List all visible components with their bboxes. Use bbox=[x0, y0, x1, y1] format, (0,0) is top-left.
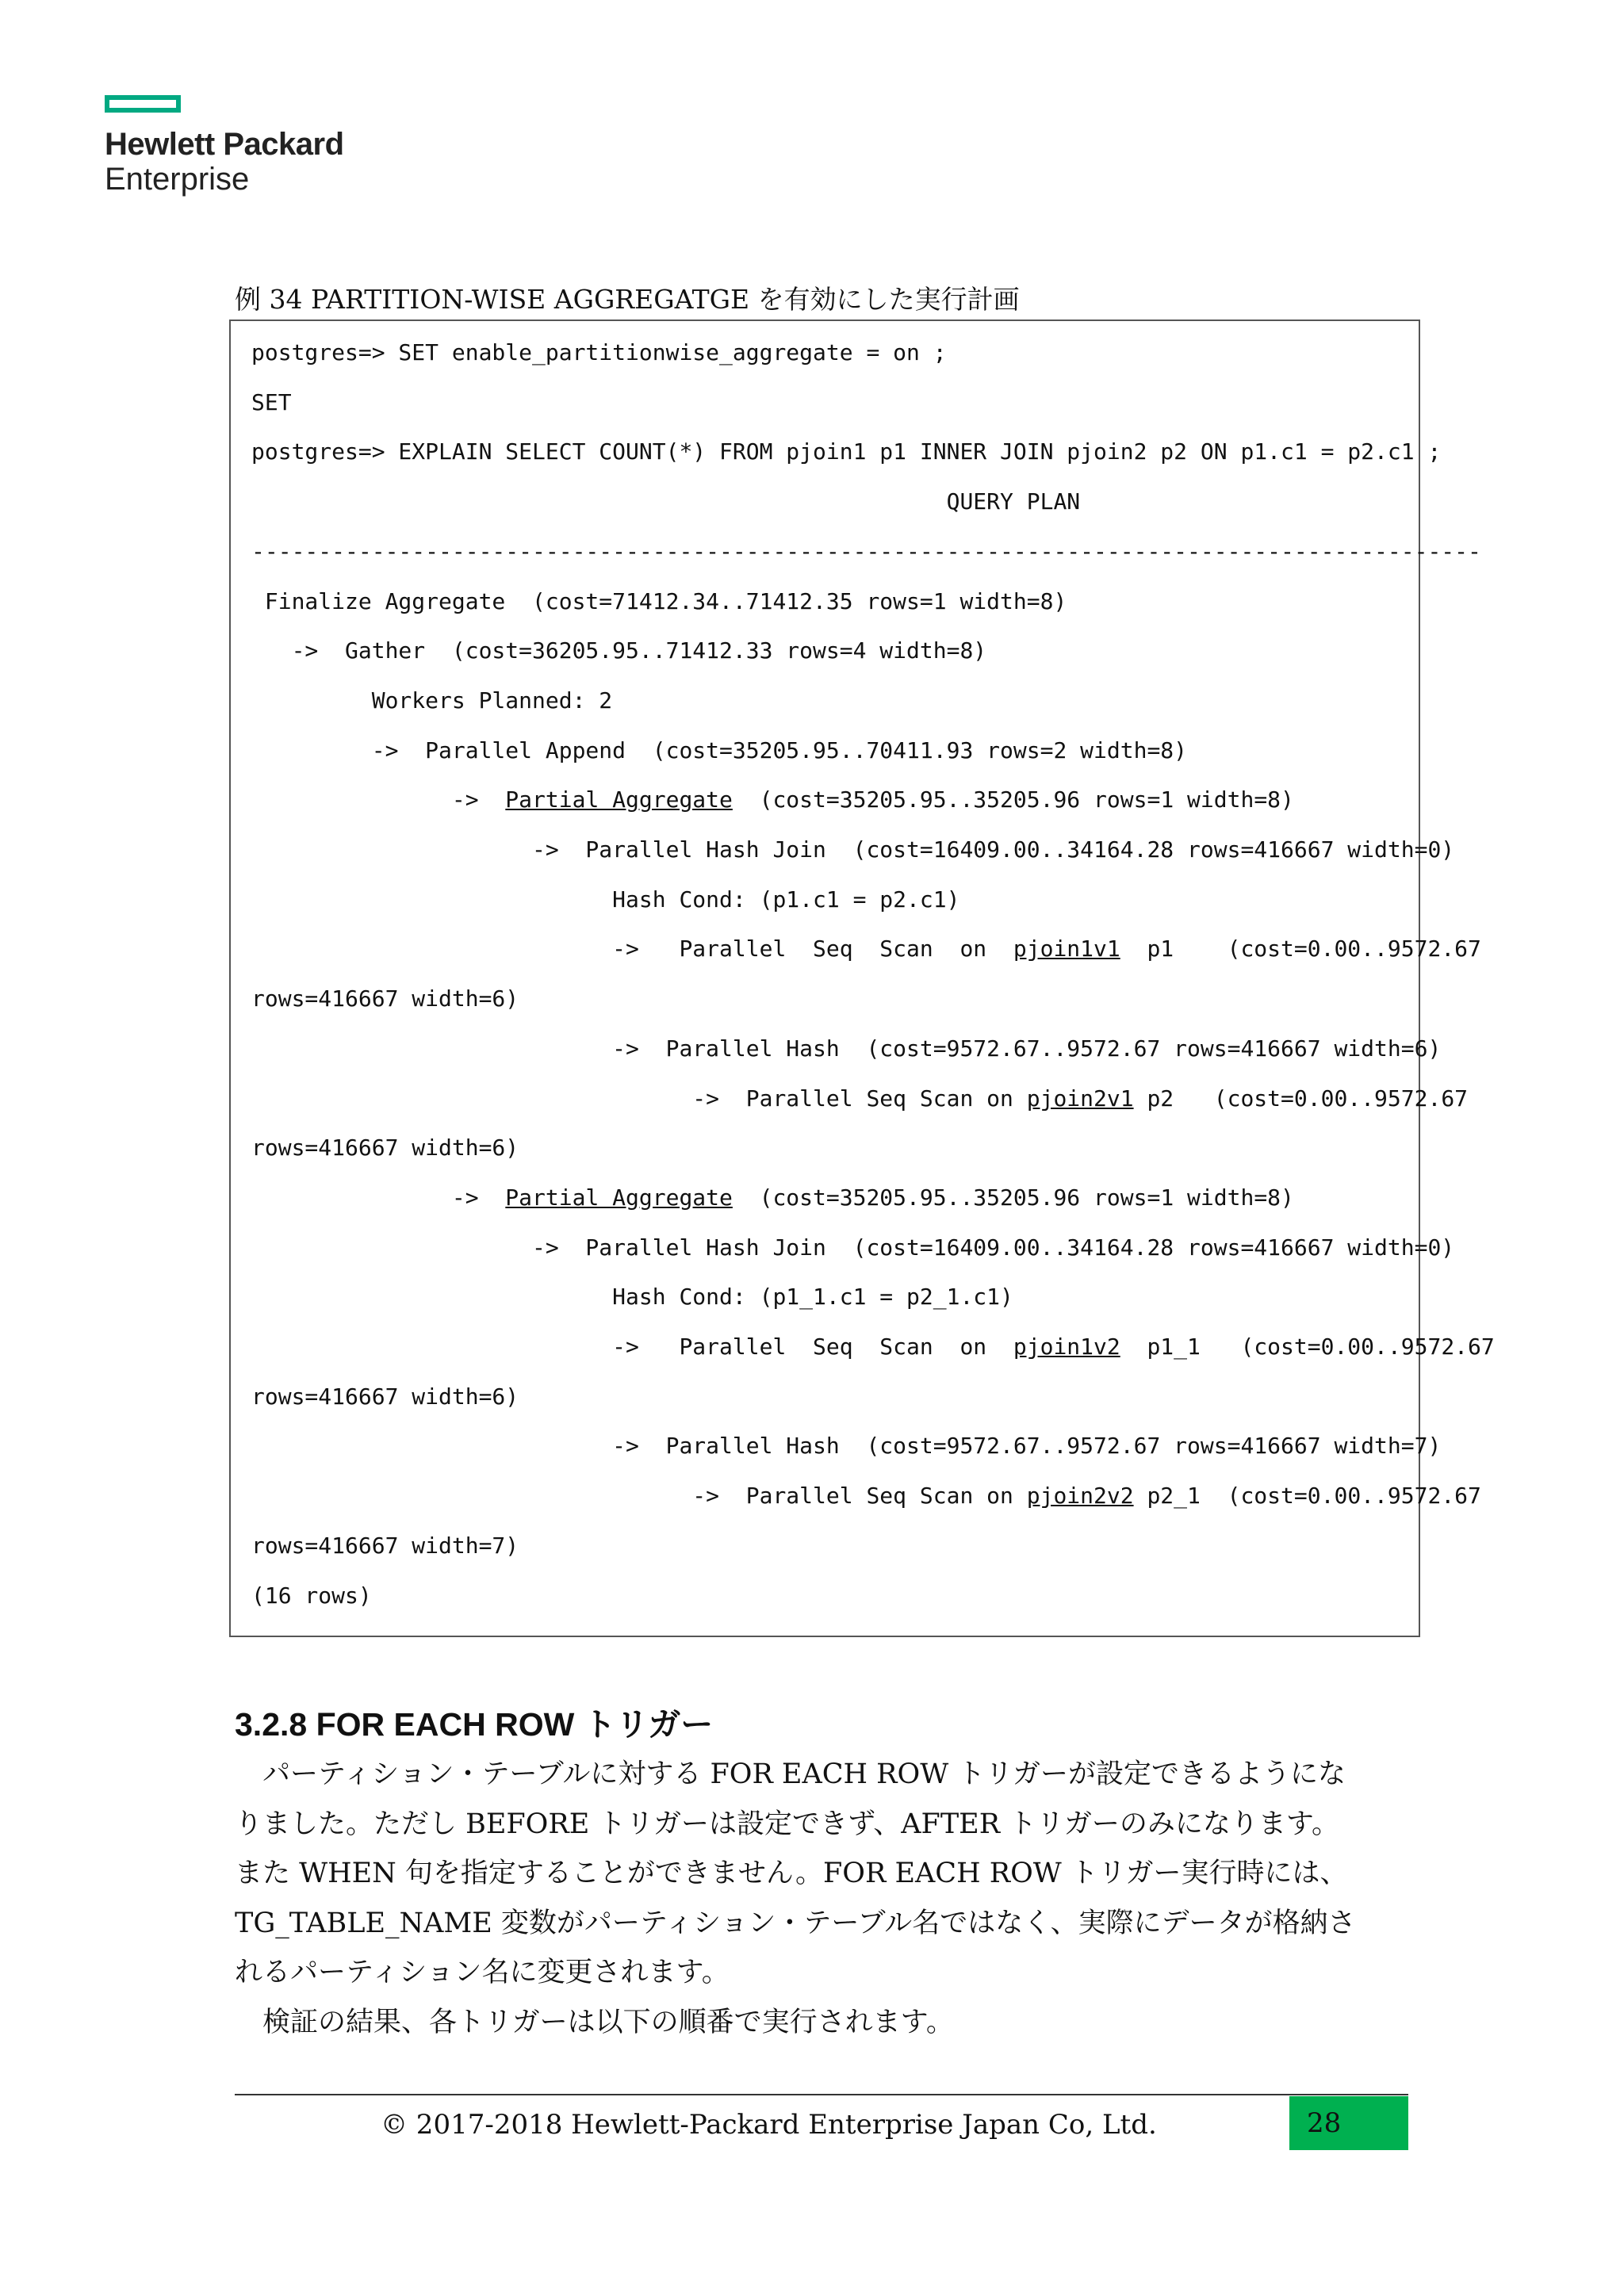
code-block bbox=[229, 320, 1495, 1637]
code-line: rows=416667 width=6) bbox=[251, 1135, 519, 1161]
code-line: -> Gather (cost=36205.95..71412.33 rows=4 width=8) bbox=[251, 637, 987, 664]
underlined-term: pjoin1v2 bbox=[1013, 1334, 1120, 1360]
code-line: -> Partial Aggregate (cost=35205.95..35205.96 rows=1 width=8) bbox=[251, 786, 1294, 813]
code-line: Workers Planned: 2 bbox=[251, 687, 613, 714]
hpe-logo bbox=[105, 95, 344, 197]
code-line: rows=416667 width=6) bbox=[251, 985, 519, 1012]
page-number: 28 bbox=[1289, 2096, 1408, 2150]
code-line: -> Parallel Hash Join (cost=16409.00..34164.28 rows=416667 width=0) bbox=[251, 836, 1455, 863]
code-line: -> Parallel Seq Scan on pjoin2v2 p2_1 (cost=0.00..9572.67 bbox=[251, 1483, 1481, 1510]
underlined-term: Partial Aggregate bbox=[505, 1184, 733, 1211]
code-line: -> Parallel Seq Scan on pjoin1v2 p1_1 (cost=0.00..9572.67 bbox=[251, 1334, 1495, 1360]
footer-copyright: © 2017-2018 Hewlett-Packard Enterprise Japan Co, Ltd. bbox=[381, 2109, 1157, 2141]
code-line: -> Parallel Hash (cost=9572.67..9572.67 rows=416667 width=7) bbox=[251, 1433, 1442, 1460]
code-line: -> Parallel Seq Scan on pjoin2v1 p2 (cost=0.00..9572.67 bbox=[251, 1085, 1469, 1112]
code-line: QUERY PLAN bbox=[251, 488, 1081, 515]
code-line: -> Parallel Hash (cost=9572.67..9572.67 rows=416667 width=6) bbox=[251, 1035, 1442, 1062]
section-heading: 3.2.8 FOR EACH ROW トリガー bbox=[235, 1706, 714, 1743]
code-line: rows=416667 width=6) bbox=[251, 1383, 519, 1410]
code-line: -> Parallel Hash Join (cost=16409.00..34164.28 rows=416667 width=0) bbox=[251, 1234, 1455, 1261]
footer-rule bbox=[235, 2094, 1408, 2095]
code-line: (16 rows) bbox=[251, 1582, 372, 1609]
paragraph-line: パーティション・テーブルに対する FOR EACH ROW トリガーが設定できるようにな bbox=[235, 1758, 1346, 1790]
hpe-logo-mark bbox=[105, 95, 181, 113]
paragraph-line: また WHEN 句を指定することができません。FOR EACH ROW トリガー実行時には、 bbox=[235, 1858, 1348, 1889]
logo-text-line2: Enterprise bbox=[105, 162, 250, 197]
code-line: -> Partial Aggregate (cost=35205.95..35205.96 rows=1 width=8) bbox=[251, 1184, 1294, 1211]
example-caption: 例 34 PARTITION-WISE AGGREGATGE を有効にした実行計画 bbox=[235, 284, 1020, 315]
underlined-term: pjoin2v2 bbox=[1026, 1483, 1134, 1510]
code-line: -------------------------------------------------------------------------------------------- bbox=[251, 538, 1481, 564]
underlined-term: Partial Aggregate bbox=[505, 786, 733, 813]
underlined-term: pjoin2v1 bbox=[1026, 1085, 1134, 1112]
code-line: Hash Cond: (p1_1.c1 = p2_1.c1) bbox=[251, 1284, 1013, 1311]
underlined-term: pjoin1v1 bbox=[1013, 936, 1120, 962]
code-line: SET bbox=[251, 388, 292, 415]
code-line: -> Parallel Append (cost=35205.95..70411.93 rows=2 width=8) bbox=[251, 737, 1188, 763]
code-line: postgres=> SET enable_partitionwise_aggregate = on ; bbox=[251, 339, 947, 365]
code-line: Hash Cond: (p1.c1 = p2.c1) bbox=[251, 886, 960, 913]
paragraph-line: れるパーティション名に変更されます。 bbox=[235, 1957, 730, 1988]
code-line: postgres=> EXPLAIN SELECT COUNT(*) FROM pjoin1 p1 INNER JOIN pjoin2 p2 ON p1.c1 = p2.c1 ; bbox=[251, 438, 1442, 465]
code-line: Finalize Aggregate (cost=71412.34..71412.35 rows=1 width=8) bbox=[251, 587, 1067, 614]
paragraph-line: TG_TABLE_NAME 変数がパーティション・テーブル名ではなく、実際にデータが格納さ bbox=[235, 1907, 1356, 1939]
code-line: rows=416667 width=7) bbox=[251, 1532, 519, 1559]
paragraph-line: りました。ただし BEFORE トリガーは設定できず、AFTER トリガーのみになります。 bbox=[235, 1808, 1340, 1840]
code-line: -> Parallel Seq Scan on pjoin1v1 p1 (cost=0.00..9572.67 bbox=[251, 936, 1481, 962]
logo-text-line1: Hewlett Packard bbox=[105, 127, 344, 162]
paragraph-line: 検証の結果、各トリガーは以下の順番で実行されます。 bbox=[235, 2006, 954, 2038]
